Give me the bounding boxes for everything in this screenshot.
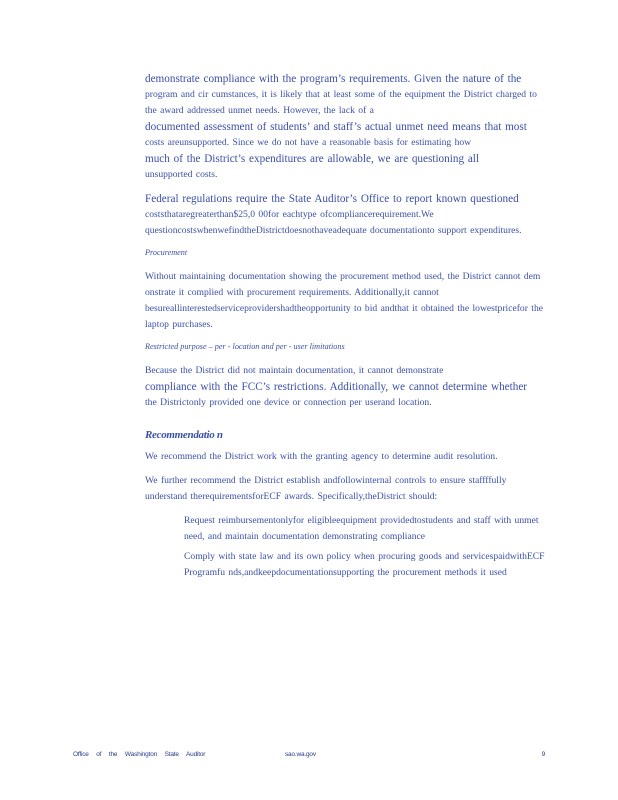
page-number: 9 (541, 751, 545, 758)
paragraph-line: program and cir cumstances, it is likely that at least some of the equipment the District charged to the award addressed unmet needs. However, the lack of a (145, 89, 537, 116)
paragraph-line: costs areunsupported. Since we do not have a reasonable basis for estimating how (145, 137, 472, 148)
list-item (145, 513, 545, 545)
list-item (145, 549, 545, 581)
paragraph-line: much of the District’s expenditures are allowable, we are questioning all (145, 153, 480, 165)
controls-paragraph: We further recommend the District establish andfollowinternal controls to ensure staffffully understand therequirementsforECF awards. Specifically,theDistrict should: (145, 475, 507, 502)
unsupported-costs-paragraph (145, 71, 545, 183)
restricted-purpose-subheading: Restricted purpose – per - location and per - user limitations (145, 342, 345, 351)
paragraph-line: documented assessment of students’ and staff’s actual unmet need means that most (145, 121, 527, 133)
recommendation-list (145, 513, 545, 581)
procurement-paragraph: Without maintaining documentation showing the procurement method used, the District cannot dem onstrate it complied with procurement requirements. Additionally,it cannot besureallinterestedserviceprovidershadtheopportunity to bid andthat it obtained the lowestpricefor the laptop purchases. (145, 271, 544, 330)
paragraph-line: Because the District did not maintain documentation, it cannot demonstrate (145, 365, 444, 376)
paragraph-line: Federal regulations require the State Auditor’s Office to report known questioned (145, 193, 519, 205)
page-footer (73, 751, 545, 763)
paragraph-line: compliance with the FCC’s restrictions. Additionally, we cannot determine whether (145, 381, 528, 393)
recommendation-paragraph: We recommend the District work with the granting agency to determine audit resolution. (145, 451, 498, 462)
footer-website-link[interactable]: sao.wa.gov (285, 751, 316, 758)
paragraph-line: the Districtonly provided one device or connection per userand location. (145, 397, 432, 408)
federal-regulations-paragraph (145, 191, 545, 239)
list-item-text: Request reimbursementonlyfor eligibleequipment providedtostudents and staff with unmet need, and maintain documentation demonstrating compliance (184, 515, 539, 542)
restricted-purpose-paragraph (145, 363, 545, 411)
paragraph-line: demonstrate compliance with the program’s requirements. Given the nature of the (145, 73, 522, 85)
footer-office: Office of the Washington State Auditor (73, 751, 206, 758)
list-item-text: Comply with state law and its own policy when procuring goods and servicespaidwithECF Programfu nds,andkeepdocumentationsupporting the procurement methods it used (184, 551, 545, 578)
paragraph-line: unsupported costs. (145, 169, 218, 180)
recommendation-heading: Recommendatio n (145, 429, 223, 441)
procurement-subheading: Procurement (145, 248, 188, 257)
page-content (145, 71, 545, 585)
paragraph-line: coststhataregreaterthan$25,0 00for eachtype ofcompliancerequirement.We questioncostswhenwefindtheDistrictdoesnothaveadequate documentationto support expenditures. (145, 209, 522, 236)
